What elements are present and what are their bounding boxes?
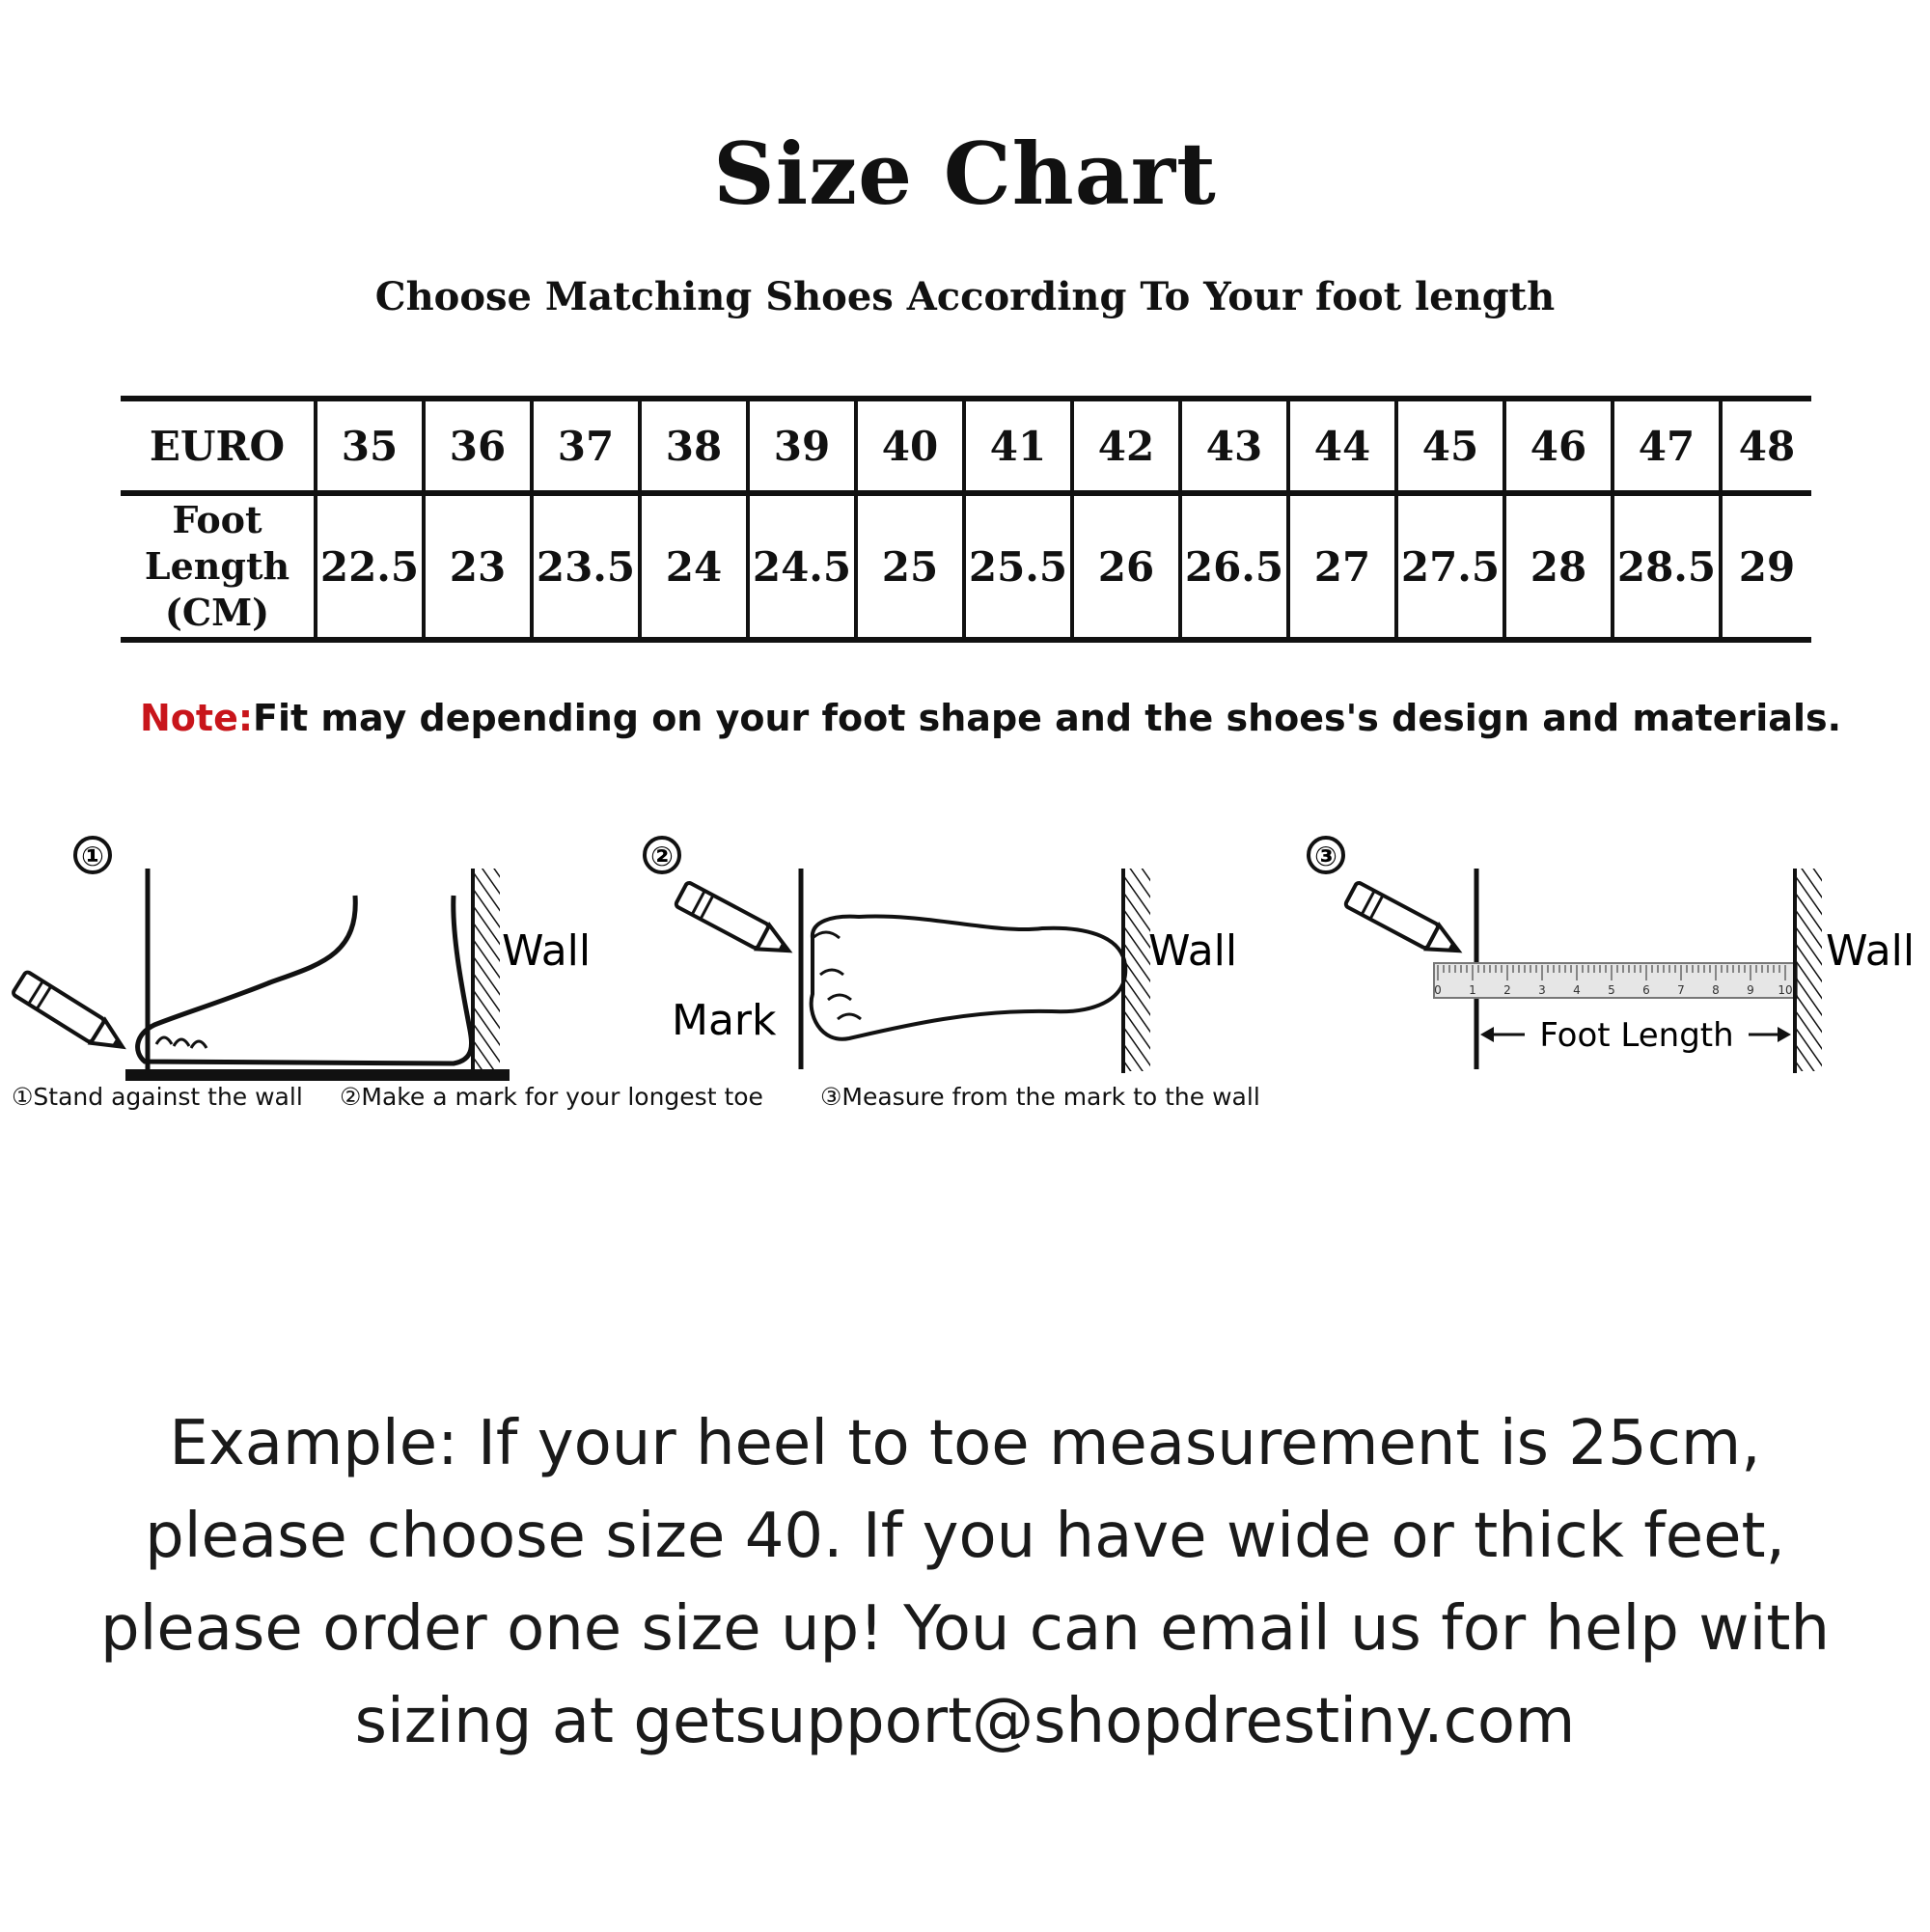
example-line: Example: If your heel to toe measurement is 25cm, bbox=[169, 1408, 1761, 1479]
arrowhead-right-icon bbox=[1778, 1027, 1791, 1042]
ruler-digit: 10 bbox=[1778, 983, 1793, 997]
euro-size-cell: 35 bbox=[316, 399, 424, 493]
foot-length-row bbox=[121, 493, 1811, 640]
ruler-digit: 9 bbox=[1747, 983, 1754, 997]
ruler-digit: 3 bbox=[1538, 983, 1546, 997]
foot-length-header bbox=[121, 493, 316, 640]
wall-label: Wall bbox=[1148, 926, 1238, 976]
euro-size-cell: 38 bbox=[640, 399, 748, 493]
ruler-digit: 5 bbox=[1608, 983, 1615, 997]
arrowhead-left-icon bbox=[1480, 1027, 1494, 1042]
euro-size-cell: 37 bbox=[532, 399, 640, 493]
foot-length-cell: 26 bbox=[1072, 493, 1180, 640]
foot-length-cell: 27 bbox=[1288, 493, 1396, 640]
euro-size-cell: 46 bbox=[1504, 399, 1613, 493]
foot-length-header-line: (CM) bbox=[164, 591, 270, 634]
toes-icon bbox=[156, 1037, 207, 1048]
foot-length-header-line: Length bbox=[144, 544, 290, 588]
ruler-digit: 1 bbox=[1469, 983, 1476, 997]
ruler-digit: 4 bbox=[1573, 983, 1581, 997]
wall-hatch bbox=[473, 869, 500, 1071]
wall-label: Wall bbox=[1826, 926, 1916, 976]
ruler-digit: 0 bbox=[1434, 983, 1442, 997]
euro-size-cell: 45 bbox=[1396, 399, 1504, 493]
step-number: ① bbox=[81, 841, 104, 872]
foot-length-label: Foot Length bbox=[1539, 1016, 1734, 1055]
sizing-example bbox=[0, 1397, 1930, 1768]
ruler-digit: 8 bbox=[1712, 983, 1720, 997]
size-table bbox=[121, 396, 1811, 643]
step-2-caption: ②Make a mark for your longest toe bbox=[340, 1083, 763, 1111]
foot-length-header-line: Foot bbox=[172, 498, 262, 541]
foot-length-cell: 24 bbox=[640, 493, 748, 640]
wall-label: Wall bbox=[502, 926, 592, 976]
example-line: please order one size up! You can email us for help with bbox=[100, 1593, 1830, 1665]
euro-size-cell: 41 bbox=[964, 399, 1072, 493]
euro-size-cell: 48 bbox=[1721, 399, 1811, 493]
euro-size-cell: 36 bbox=[424, 399, 532, 493]
foot-top-icon bbox=[812, 917, 1126, 1039]
wall-hatch bbox=[1123, 869, 1150, 1071]
foot-length-cell: 23.5 bbox=[532, 493, 640, 640]
euro-size-cell: 47 bbox=[1613, 399, 1721, 493]
pencil-icon bbox=[13, 971, 130, 1059]
step-1-diagram bbox=[13, 838, 592, 1081]
foot-length-cell: 23 bbox=[424, 493, 532, 640]
step-3-diagram bbox=[1309, 838, 1915, 1073]
ruler-digit: 2 bbox=[1503, 983, 1511, 997]
step-number: ③ bbox=[1314, 841, 1337, 872]
step-1-caption: ①Stand against the wall bbox=[12, 1083, 303, 1111]
page-subtitle: Choose Matching Shoes According To Your foot length bbox=[374, 274, 1556, 319]
note-text: Fit may depending on your foot shape and the shoes's design and materials. bbox=[253, 697, 1842, 739]
mark-label: Mark bbox=[672, 996, 777, 1045]
euro-header: EURO bbox=[121, 399, 316, 493]
page-title: Size Chart bbox=[713, 124, 1217, 224]
step-3-caption: ③Measure from the mark to the wall bbox=[820, 1083, 1260, 1111]
example-line: please choose size 40. If you have wide or thick feet, bbox=[145, 1501, 1785, 1572]
floor bbox=[125, 1069, 510, 1081]
step-2-diagram bbox=[645, 838, 1237, 1073]
note-label: Note: bbox=[140, 697, 254, 739]
ruler-digit: 6 bbox=[1642, 983, 1650, 997]
euro-size-cell: 40 bbox=[856, 399, 964, 493]
fit-note bbox=[140, 697, 1841, 739]
foot-length-cell: 25 bbox=[856, 493, 964, 640]
euro-size-cell: 39 bbox=[748, 399, 856, 493]
foot-length-cell: 25.5 bbox=[964, 493, 1072, 640]
foot-length-cell: 29 bbox=[1721, 493, 1811, 640]
euro-size-cell: 44 bbox=[1288, 399, 1396, 493]
example-line: sizing at getsupport@shopdrestiny.com bbox=[354, 1686, 1576, 1757]
step-number: ② bbox=[650, 841, 674, 872]
ruler-digit: 7 bbox=[1677, 983, 1685, 997]
toes-icon bbox=[813, 932, 861, 1019]
foot-length-cell: 28.5 bbox=[1613, 493, 1721, 640]
euro-size-cell: 43 bbox=[1180, 399, 1288, 493]
ruler-icon bbox=[1434, 963, 1797, 998]
foot-length-cell: 22.5 bbox=[316, 493, 424, 640]
euro-size-cell: 42 bbox=[1072, 399, 1180, 493]
foot-length-cell: 28 bbox=[1504, 493, 1613, 640]
foot-length-cell: 26.5 bbox=[1180, 493, 1288, 640]
pencil-icon bbox=[1344, 882, 1464, 963]
foot-length-cell: 24.5 bbox=[748, 493, 856, 640]
foot-length-cell: 27.5 bbox=[1396, 493, 1504, 640]
foot-icon bbox=[138, 896, 472, 1063]
wall-hatch bbox=[1795, 869, 1822, 1071]
euro-size-row bbox=[121, 399, 1811, 493]
pencil-icon bbox=[675, 882, 794, 963]
